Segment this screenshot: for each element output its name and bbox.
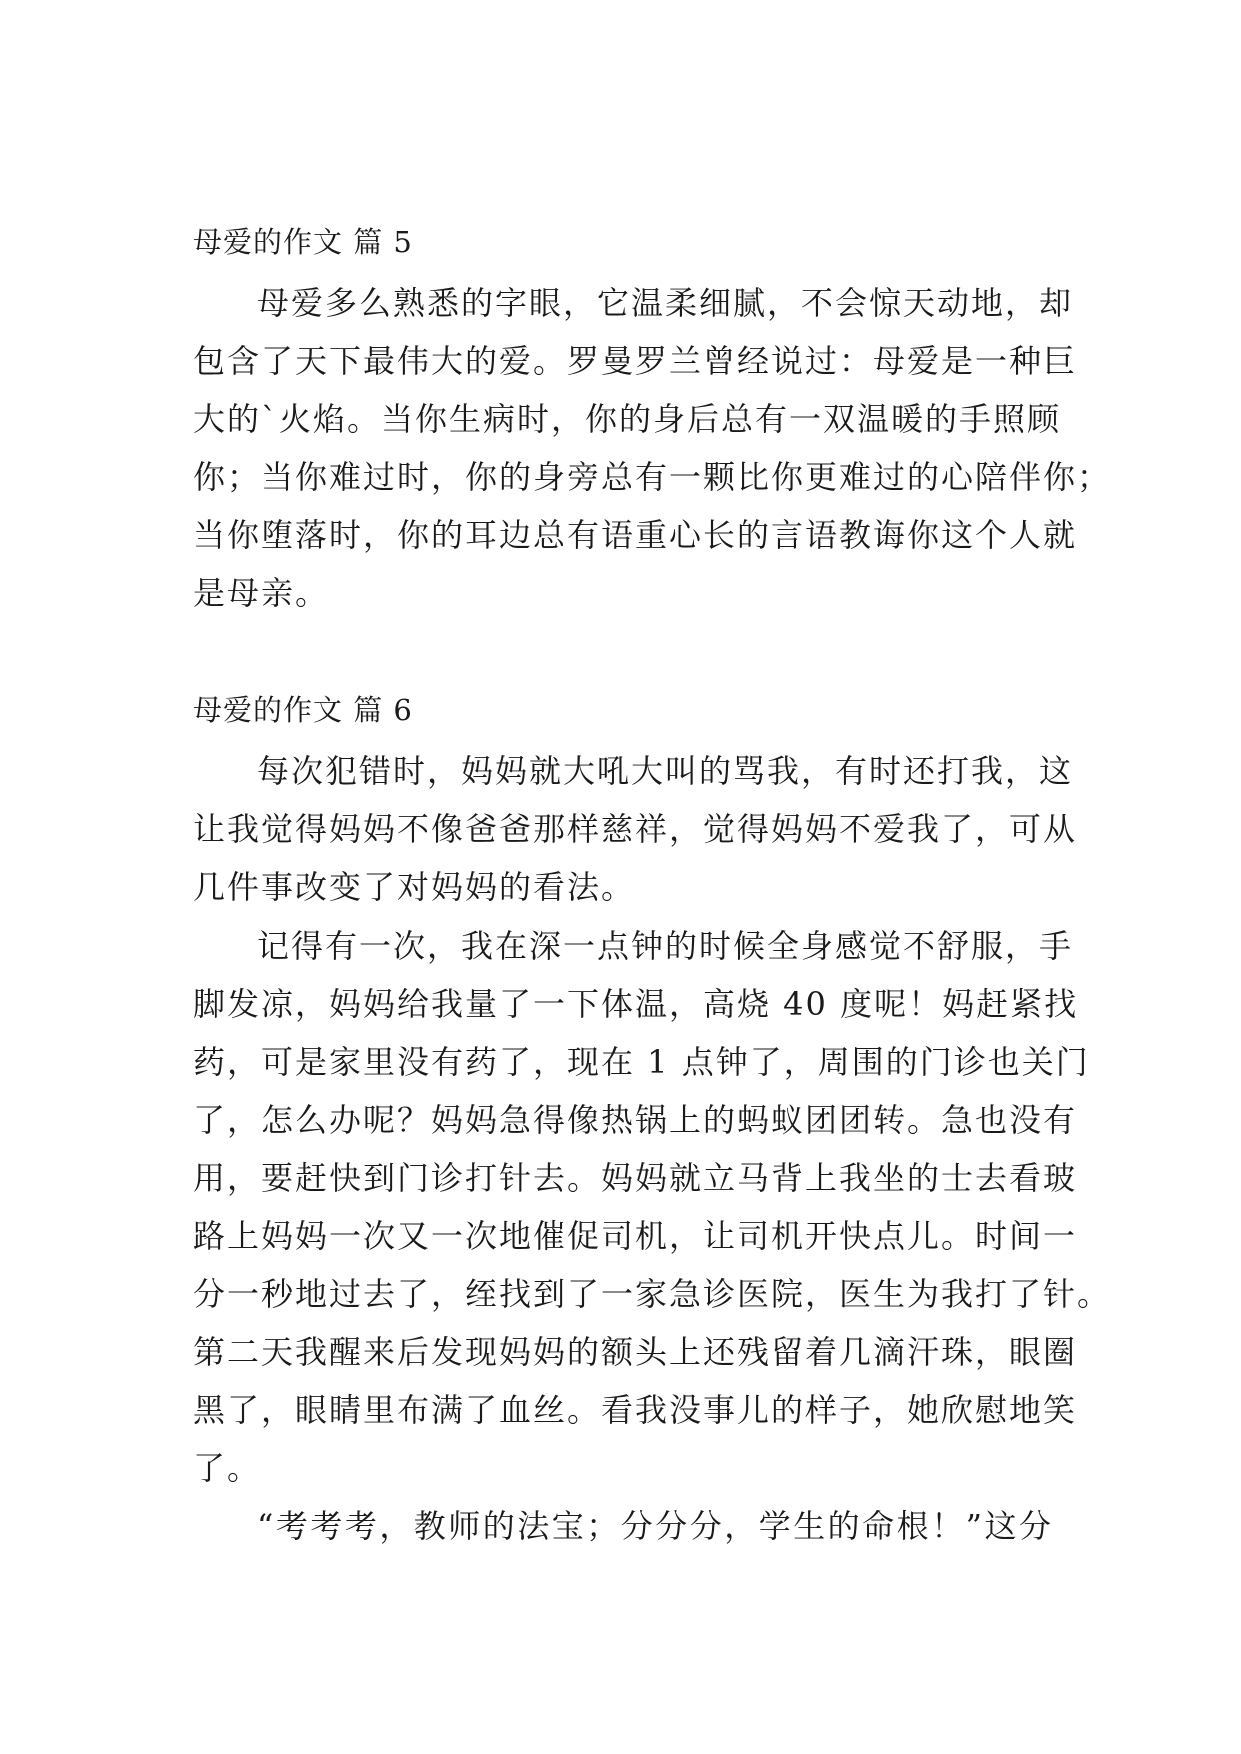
text-line: 你；当你难过时，你的身旁总有一颗比你更难过的心陪伴你； <box>193 458 1112 496</box>
text-line: 分一秒地过去了，绖找到了一家急诊医院，医生为我打了针。 <box>193 1275 1112 1313</box>
text-line: 当你堕落时，你的耳边总有语重心长的言语教诲你这个人就 <box>193 516 1078 554</box>
section-heading-5: 母爱的作文 篇 5 <box>193 225 413 259</box>
text-line: 记得有一次，我在深一点钟的时候全身感觉不舒服，手 <box>257 927 1074 965</box>
text-line: 让我觉得妈妈不像爸爸那样慈祥，觉得妈妈不爱我了，可从 <box>193 810 1078 848</box>
text-line: 路上妈妈一次又一次地催促司机，让司机开快点儿。时间一 <box>193 1217 1078 1255</box>
text-line: 用，要赶快到门诊打针去。妈妈就立马背上我坐的士去看玻 <box>193 1159 1078 1197</box>
text-line: 几件事改变了对妈妈的看法。 <box>193 868 636 906</box>
text-line: 每次犯错时，妈妈就大吼大叫的骂我，有时还打我，这 <box>257 752 1074 790</box>
text-line: 了。 <box>193 1449 262 1487</box>
text-line: 脚发凉，妈妈给我量了一下体温，高烧 40 度呢！妈赶紧找 <box>193 985 1079 1023</box>
text-line: 是母亲。 <box>193 574 330 612</box>
paragraph-exams <box>193 1497 1053 1555</box>
text-line: 大的`火焰。当你生病时，你的身后总有一双温暖的手照顾 <box>193 400 1062 438</box>
paragraph-mother-love-intro <box>193 274 1112 622</box>
paragraph-scolding <box>193 742 1078 916</box>
paragraph-fever-night <box>193 917 1112 1497</box>
text-line: 第二天我醒来后发现妈妈的额头上还残留着几滴汗珠，眼圈 <box>193 1333 1078 1371</box>
text-line: “考考考，教师的法宝；分分分，学生的命根！”这分 <box>257 1507 1053 1545</box>
text-line: 包含了天下最伟大的爱。罗曼罗兰曾经说过：母爱是一种巨 <box>193 342 1078 380</box>
text-line: 黑了，眼睛里布满了血丝。看我没事儿的样子，她欣慰地笑 <box>193 1391 1078 1429</box>
text-line: 了，怎么办呢？妈妈急得像热锅上的蚂蚁团团转。急也没有 <box>193 1101 1078 1139</box>
text-line: 药，可是家里没有药了，现在 1 点钟了，周围的门诊也关门 <box>193 1043 1090 1081</box>
section-heading-6: 母爱的作文 篇 6 <box>193 693 413 727</box>
text-line: 母爱多么熟悉的字眼，它温柔细腻，不会惊天动地，却 <box>257 284 1074 322</box>
